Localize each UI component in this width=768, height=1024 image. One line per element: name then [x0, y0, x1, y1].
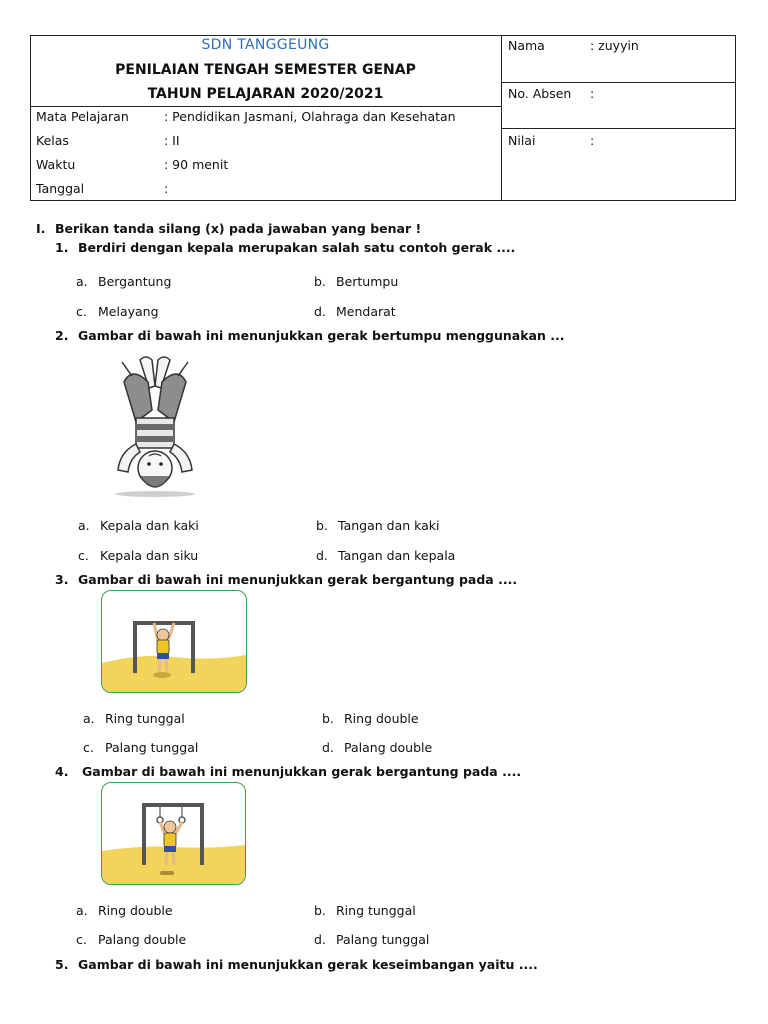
rings-illustration — [102, 783, 245, 884]
field-label-time: Waktu — [36, 157, 76, 172]
field-label-class: Kelas — [36, 133, 69, 148]
q2-option-c[interactable] — [78, 548, 198, 563]
q4-option-b[interactable] — [314, 903, 416, 918]
option-text: Mendarat — [336, 304, 396, 319]
field-value-subject: : Pendidikan Jasmani, Olahraga dan Kesehatan — [164, 109, 456, 124]
header-divider-vertical — [501, 35, 502, 201]
option-letter: d. — [316, 548, 328, 563]
field-value-absen: : — [590, 86, 595, 101]
field-value-time: : 90 menit — [164, 157, 229, 172]
option-text: Melayang — [98, 304, 159, 319]
question-4-number: 4. — [55, 764, 69, 779]
exam-year: TAHUN PELAJARAN 2020/2021 — [147, 86, 384, 102]
question-3-number: 3. — [55, 572, 69, 587]
section-number: I. — [36, 221, 46, 236]
q4-option-c[interactable] — [76, 932, 186, 947]
field-label-score: Nilai — [508, 133, 536, 148]
option-letter: b. — [314, 274, 326, 289]
school-name: SDN TANGGEUNG — [201, 37, 330, 53]
option-letter: c. — [76, 932, 87, 947]
field-value-score: : — [590, 133, 595, 148]
option-letter: b. — [314, 903, 326, 918]
q2-option-a[interactable] — [78, 518, 199, 533]
question-2-text: Gambar di bawah ini menunjukkan gerak bertumpu menggunakan ... — [78, 328, 565, 343]
q3-option-a[interactable] — [83, 711, 185, 726]
question-4-text: Gambar di bawah ini menunjukkan gerak bergantung pada .... — [82, 764, 522, 779]
option-letter: a. — [76, 903, 88, 918]
option-letter: b. — [322, 711, 334, 726]
option-letter: d. — [322, 740, 334, 755]
section-instruction: Berikan tanda silang (x) pada jawaban yang benar ! — [55, 221, 422, 236]
question-5-text: Gambar di bawah ini menunjukkan gerak keseimbangan yaitu .... — [78, 957, 538, 972]
option-text: Palang double — [98, 932, 187, 947]
headstand-illustration — [102, 352, 208, 500]
single-bar-picture — [101, 590, 247, 693]
field-label-date: Tanggal — [36, 181, 85, 196]
option-letter: d. — [314, 932, 326, 947]
q2-option-d[interactable] — [316, 548, 455, 563]
question-3-text: Gambar di bawah ini menunjukkan gerak bergantung pada .... — [78, 572, 518, 587]
field-value-class: : II — [164, 133, 180, 148]
q3-option-b[interactable] — [322, 711, 419, 726]
q1-option-a[interactable] — [76, 274, 171, 289]
question-5-number: 5. — [55, 957, 69, 972]
q1-option-d[interactable] — [314, 304, 396, 319]
field-label-name: Nama — [508, 38, 545, 53]
option-letter: c. — [78, 548, 89, 563]
question-1-number: 1. — [55, 240, 69, 255]
option-text: Palang tunggal — [336, 932, 430, 947]
option-letter: c. — [76, 304, 87, 319]
option-text: Tangan dan kepala — [338, 548, 456, 563]
option-letter: d. — [314, 304, 326, 319]
option-text: Tangan dan kaki — [338, 518, 440, 533]
q4-option-a[interactable] — [76, 903, 173, 918]
option-letter: a. — [78, 518, 90, 533]
option-text: Ring tunggal — [105, 711, 185, 726]
question-2-number: 2. — [55, 328, 69, 343]
field-label-subject: Mata Pelajaran — [36, 109, 129, 124]
option-text: Ring tunggal — [336, 903, 416, 918]
header-divider-right-2 — [501, 128, 736, 129]
option-letter: a. — [83, 711, 95, 726]
question-1-text: Berdiri dengan kepala merupakan salah satu contoh gerak .... — [78, 240, 516, 255]
option-text: Kepala dan siku — [100, 548, 199, 563]
option-letter: b. — [316, 518, 328, 533]
q1-option-c[interactable] — [76, 304, 159, 319]
option-text: Ring double — [98, 903, 173, 918]
q3-option-d[interactable] — [322, 740, 432, 755]
q1-option-b[interactable] — [314, 274, 398, 289]
option-text: Kepala dan kaki — [100, 518, 199, 533]
field-label-absen: No. Absen — [508, 86, 572, 101]
option-letter: a. — [76, 274, 88, 289]
option-text: Palang double — [344, 740, 433, 755]
option-text: Bergantung — [98, 274, 172, 289]
option-text: Palang tunggal — [105, 740, 199, 755]
field-value-date: : — [164, 181, 169, 196]
exam-title: PENILAIAN TENGAH SEMESTER GENAP — [115, 62, 416, 78]
header-divider-left — [30, 106, 501, 107]
q2-option-b[interactable] — [316, 518, 440, 533]
option-text: Ring double — [344, 711, 419, 726]
rings-picture — [101, 782, 246, 885]
option-letter: c. — [83, 740, 94, 755]
header-divider-right-1 — [501, 82, 736, 83]
q4-option-d[interactable] — [314, 932, 429, 947]
field-value-name: : zuyyin — [590, 38, 639, 53]
single-bar-illustration — [102, 591, 246, 692]
option-text: Bertumpu — [336, 274, 399, 289]
q3-option-c[interactable] — [83, 740, 198, 755]
